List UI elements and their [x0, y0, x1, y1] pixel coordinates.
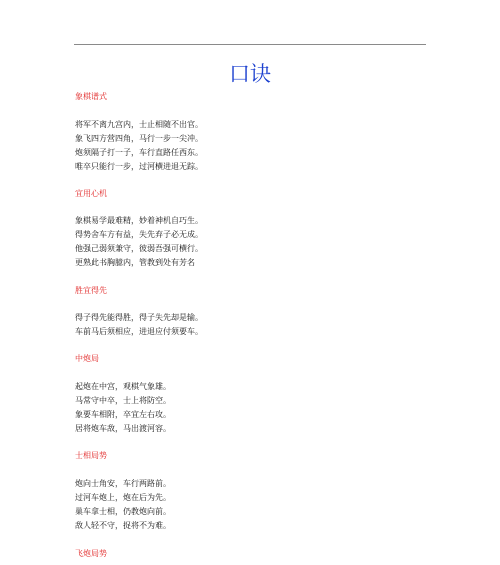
verse-line: 唯卒只能行一步，过河横进退无踪。 [75, 162, 203, 171]
verse-line: 得势舍车方有益，失先弃子必无成。 [75, 230, 203, 239]
verse-line: 得子得先能得胜，得子失先却是输。 [75, 313, 203, 322]
verse-line: 象棋易学最难精，妙着神机自巧生。 [75, 216, 203, 225]
verse-line: 居将炮车敌，马出渡河容。 [75, 424, 171, 433]
section-heading: 士相局势 [75, 451, 107, 460]
section-heading: 胜宜得先 [75, 286, 107, 295]
verse-line: 炮向士角安，车行两路前。 [75, 479, 171, 488]
verse-line: 将军不离九宫内，士止相随不出官。 [75, 120, 203, 129]
header-rule [74, 44, 426, 45]
verse-line: 过河车炮上，炮在后为先。 [75, 493, 171, 502]
page-title: 口诀 [229, 62, 271, 86]
verse-line: 炮须隔子打一子，车行直路任西东。 [75, 148, 203, 157]
section-heading: 象棋谱式 [75, 92, 107, 101]
section-heading: 飞炮局势 [75, 549, 107, 558]
verse-line: 象要车相附，卒宜左右攻。 [75, 410, 171, 419]
verse-line: 巢车拿士相，仍教炮向前。 [75, 507, 171, 516]
verse-line: 马常守中卒，士上将防空。 [75, 396, 171, 405]
verse-line: 更熟此书胸臆内，管教到处有芳名 [75, 258, 195, 267]
verse-line: 象飞四方营四角，马行一步一尖冲。 [75, 134, 203, 143]
verse-line: 起炮在中宫，观棋气象雄。 [75, 382, 171, 391]
verse-line: 车前马后须相应，进退应付须要车。 [75, 327, 203, 336]
section-heading: 宜用心机 [75, 189, 107, 198]
verse-line: 他强己弱须兼守，彼弱吾强可横行。 [75, 244, 203, 253]
section-heading: 中炮局 [75, 354, 99, 363]
verse-line: 敌人轻不守，捉将不为难。 [75, 521, 171, 530]
